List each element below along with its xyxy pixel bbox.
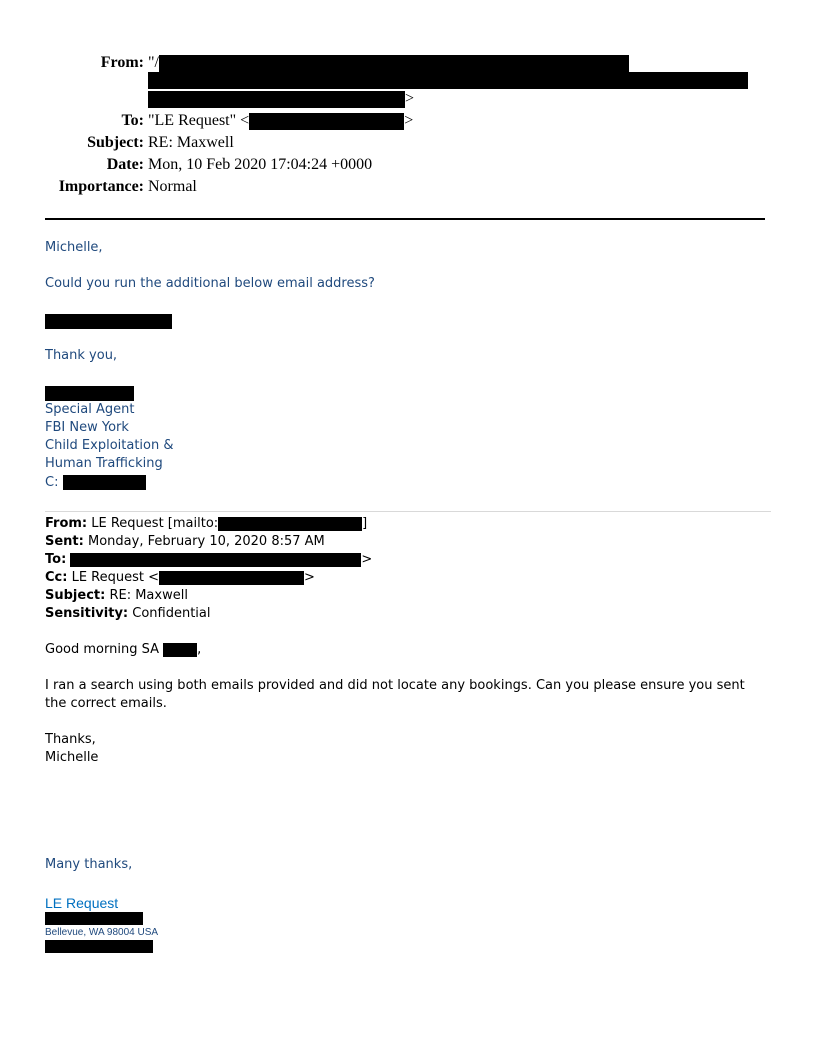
quoted-cc-row [45,569,315,587]
date-label: Date: [106,156,144,173]
quoted-sent-row [45,533,325,551]
from-suffix: > [405,90,415,107]
sig-office: FBI New York [45,420,129,435]
sig-cell [45,474,146,492]
quoted-greeting-prefix: Good morning SA [45,642,164,657]
header-to-row [0,110,816,132]
reply-line1: Could you run the additional below email address? [45,276,375,291]
sig-cell-label: C: [45,475,59,490]
from-prefix: "/ [148,54,159,71]
to-suffix: > [404,112,414,129]
quoted-greeting-suffix: , [197,642,202,657]
quoted-closing: Thanks, [45,732,96,747]
redaction-bar [148,72,748,89]
quoted-to-row [45,551,372,569]
to-prefix: "LE Request" < [148,112,250,129]
subject-value: RE: Maxwell [148,134,234,151]
to-value [148,110,413,132]
quoted-sent-value: Monday, February 10, 2020 8:57 AM [83,534,325,549]
sig-unit-1: Child Exploitation & [45,438,174,453]
quoted-to-suffix: > [361,552,373,567]
sig-title: Special Agent [45,402,135,417]
header-date-row [0,154,816,176]
from-label: From: [100,54,144,71]
sig-address: Bellevue, WA 98004 USA [45,927,159,938]
header-from-row-cont [0,88,816,110]
redaction-bar [159,571,304,585]
from-value-cont [148,88,414,110]
quoted-from-row [45,515,367,533]
reply-greeting: Michelle, [45,240,103,255]
importance-label: Importance: [58,178,144,195]
sig-unit-2: Human Trafficking [45,456,163,471]
quoted-subject-value: RE: Maxwell [105,588,188,603]
quote-divider [45,511,771,512]
importance-value: Normal [148,178,197,195]
quoted-name: Michelle [45,750,99,765]
quoted-from-prefix: LE Request [mailto: [87,516,219,531]
sig-le-request: LE Request [45,895,119,911]
redaction-bar [45,912,143,925]
date-value: Mon, 10 Feb 2020 17:04:24 +0000 [148,156,373,173]
redaction-bar [159,55,629,72]
quoted-subject-label: Subject: [45,588,106,603]
redaction-bar [70,553,361,567]
header-subject-row [0,132,816,154]
quoted-cc-label: Cc: [45,570,68,585]
quoted-sensitivity-label: Sensitivity: [45,606,129,621]
redaction-bar [218,517,362,531]
redaction-bar [163,643,197,657]
redaction-bar [249,113,404,130]
quoted-subject-row [45,587,188,605]
redaction-bar [148,91,405,108]
quoted-sent-label: Sent: [45,534,84,549]
reply-thanks: Thank you, [45,348,118,363]
to-label: To: [121,112,144,129]
many-thanks: Many thanks, [45,857,133,872]
quoted-sensitivity-value: Confidential [128,606,211,621]
header-divider [45,218,765,220]
redaction-bar [45,940,153,953]
quoted-greeting [45,641,201,659]
redaction-bar [45,314,172,329]
header-importance-row [0,176,816,198]
quoted-body-text: I ran a search using both emails provided and did not locate any bookings. Can you please ensure you sent the correct emails. [45,678,745,711]
subject-label: Subject: [87,134,144,151]
header-from-row [0,52,816,74]
quoted-from-label: From: [45,516,88,531]
redaction-bar [63,475,146,490]
quoted-cc-prefix: LE Request < [67,570,160,585]
quoted-to-label: To: [45,552,67,567]
quoted-from-suffix: ] [362,516,368,531]
quoted-cc-suffix: > [304,570,315,585]
from-value [148,52,629,74]
quoted-sensitivity-row [45,605,211,623]
redaction-bar [45,386,134,401]
